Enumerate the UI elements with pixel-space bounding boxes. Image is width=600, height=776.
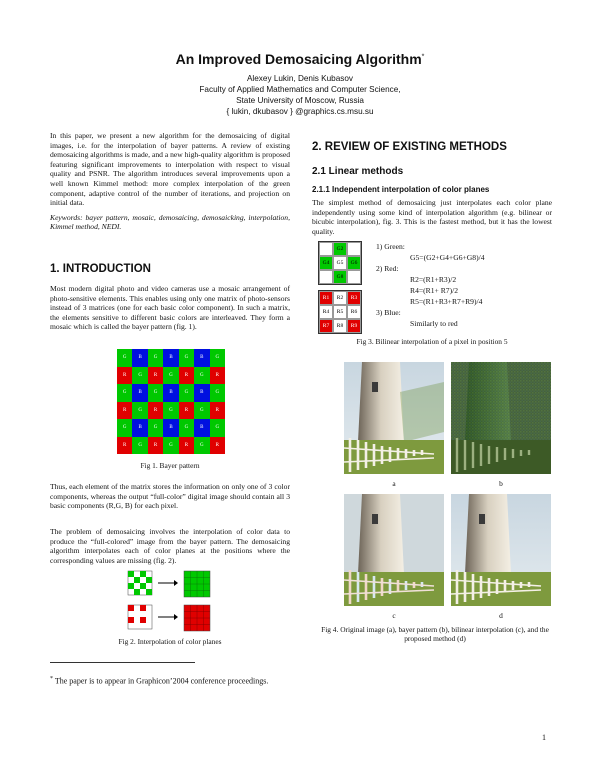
bayer-cell: G: [194, 402, 209, 420]
blue-label: 3) Blue:: [376, 308, 401, 317]
footnote-mark: *: [50, 676, 53, 682]
bayer-cell: G: [163, 367, 178, 385]
page-number: 1: [542, 733, 546, 742]
photo-proposed: [451, 494, 551, 606]
independent-interp-heading: 2.1.1 Independent interpolation of color planes: [312, 185, 490, 194]
footnote: [50, 676, 268, 686]
bayer-cell: R: [179, 402, 194, 420]
color-plane-interpolation-figure: [122, 569, 222, 635]
bayer-cell: R: [210, 367, 225, 385]
red-grid-cell: R7: [319, 319, 333, 333]
photo-label-b: b: [499, 479, 503, 488]
bayer-cell: B: [132, 349, 147, 367]
abstract-text: In this paper, we present a new algorithm for the demosaicing of digital images, i.e. for the interpolation of bayer patterns. A review of existing demosaicing algorithms is made, and a new high-quality algorithm is proposed featuring significant improvements to interpolation with respect to visual quality and PSNR. The algorithm introduces several improvements upon a well known Kimmel method: more complex interpolation of the green component, adaptive control of the number of iterations, and projection on initial data.: [50, 131, 290, 208]
green-neighborhood-grid: [318, 241, 362, 285]
bayer-cell: G: [179, 384, 194, 402]
red-equation-2: R4=(R1+ R7)/2: [410, 286, 459, 295]
red-grid-cell: R5: [333, 305, 347, 319]
fig1-caption: Fig 1. Bayer pattern: [140, 461, 200, 470]
photo-label-a: a: [392, 479, 396, 488]
fig2-caption: Fig 2. Interpolation of color planes: [118, 637, 222, 646]
bayer-cell: R: [179, 367, 194, 385]
bayer-cell: R: [210, 437, 225, 455]
bayer-cell: B: [132, 419, 147, 437]
red-grid-cell: R4: [319, 305, 333, 319]
author-email: { lukin, dkubasov } @graphics.cs.msu.su: [226, 107, 374, 116]
linear-methods-heading: 2.1 Linear methods: [312, 166, 404, 177]
red-neighborhood-grid: [318, 290, 362, 334]
bayer-cell: B: [163, 349, 178, 367]
bayer-cell: G: [132, 402, 147, 420]
bayer-cell: R: [117, 367, 132, 385]
green-grid-cell: [319, 242, 333, 256]
green-full-plane: [184, 571, 210, 597]
red-sparse-plane: [128, 605, 152, 629]
author-names: Alexey Lukin, Denis Kubasov: [246, 74, 354, 83]
keywords: Keywords: bayer pattern, mosaic, demosaicing, demosaicking, interpolation, Kimmel method, NEDI.: [50, 212, 290, 232]
bayer-cell: B: [194, 384, 209, 402]
blue-equation: Similarly to red: [410, 319, 458, 328]
bayer-cell: G: [132, 367, 147, 385]
red-full-plane: [184, 605, 210, 631]
red-grid-cell: R9: [347, 319, 361, 333]
footnote-text: The paper is to appear in Graphicon’2004 conference proceedings.: [54, 676, 269, 686]
bayer-cell: B: [132, 384, 147, 402]
bayer-cell: B: [194, 349, 209, 367]
paper-title: An Improved Demosaicing Algorithm*: [175, 51, 425, 67]
bayer-cell: G: [210, 349, 225, 367]
red-grid-cell: R8: [333, 319, 347, 333]
bayer-cell: G: [117, 384, 132, 402]
bayer-cell: G: [194, 367, 209, 385]
green-grid-cell: G2: [333, 242, 347, 256]
bayer-cell: G: [148, 419, 163, 437]
bayer-cell: G: [179, 419, 194, 437]
photo-bayer: [451, 362, 551, 474]
green-equation: G5=(G2+G4+G6+G8)/4: [410, 253, 485, 262]
green-grid-cell: [347, 270, 361, 284]
abstract: [50, 131, 290, 237]
bayer-pattern-figure: [117, 349, 225, 454]
bayer-cell: G: [179, 349, 194, 367]
review-p1: The simplest method of demosaicing just interpolates each color plane independently using some kind of interpolation algorithm (e.g. bilinear or bicubic interpolation), fig. 3. This is the fastest method, but it has the lowest quality.: [312, 198, 552, 236]
bayer-cell: R: [117, 437, 132, 455]
green-grid-cell: G6: [347, 256, 361, 270]
green-grid-cell: G8: [333, 270, 347, 284]
red-grid-cell: R3: [347, 291, 361, 305]
fig4-caption: Fig 4. Original image (a), bayer pattern (b), bilinear interpolation (c), and the proposed method (d): [321, 625, 549, 643]
red-grid-cell: R6: [347, 305, 361, 319]
bayer-cell: G: [148, 349, 163, 367]
bayer-cell: R: [148, 437, 163, 455]
green-grid-cell: G4: [319, 256, 333, 270]
bayer-cell: B: [163, 384, 178, 402]
bayer-cell: B: [163, 419, 178, 437]
bayer-cell: R: [148, 402, 163, 420]
title-footnote-mark: *: [421, 53, 425, 61]
fig3-caption: Fig 3. Bilinear interpolation of a pixel in position 5: [356, 337, 508, 346]
bayer-cell: B: [194, 419, 209, 437]
bayer-cell: G: [210, 419, 225, 437]
bayer-cell: R: [117, 402, 132, 420]
author-block: [0, 73, 600, 117]
red-equation-1: R2=(R1+R3)/2: [410, 275, 457, 284]
author-university: State University of Moscow, Russia: [236, 96, 364, 105]
bayer-cell: R: [179, 437, 194, 455]
red-label: 2) Red:: [376, 264, 399, 273]
bayer-cell: G: [163, 402, 178, 420]
intro-p3: The problem of demosaicing involves the interpolation of color data to produce the “full-colored” image from the bayer pattern. The demosaicing algorithm interpolates each of color planes at the positions where the corresponding values are missing (fig. 2).: [50, 527, 290, 565]
green-grid-cell: [347, 242, 361, 256]
intro-p1: Most modern digital photo and video cameras use a mosaic arrangement of photo-sensitive elements. This enables using only one matrix of photo-sensors instead of 3 matrices (one for each basic color component). In such a matrix, the elements sensitive to different basic colors are interleaved. They form a mosaic which is called the bayer pattern (fig. 1).: [50, 284, 290, 332]
photo-label-d: d: [499, 611, 503, 620]
green-grid-cell: G5: [333, 256, 347, 270]
intro-heading: 1. INTRODUCTION: [50, 263, 151, 275]
bilinear-formulas: [376, 241, 556, 329]
photo-original: [344, 362, 444, 474]
bayer-cell: G: [148, 384, 163, 402]
bayer-cell: G: [117, 349, 132, 367]
bayer-cell: G: [163, 437, 178, 455]
red-grid-cell: R1: [319, 291, 333, 305]
bayer-cell: R: [210, 402, 225, 420]
bayer-cell: G: [132, 437, 147, 455]
photo-bilinear: [344, 494, 444, 606]
review-heading: 2. REVIEW OF EXISTING METHODS: [312, 141, 507, 153]
bayer-cell: R: [148, 367, 163, 385]
author-faculty: Faculty of Applied Mathematics and Computer Science,: [199, 85, 401, 94]
red-grid-cell: R2: [333, 291, 347, 305]
intro-p2: Thus, each element of the matrix stores the information on only one of 3 color components, whereas the output “full-color” digital image should contain all 3 basic components (R,G, B) for each pixel.: [50, 482, 290, 511]
footnote-rule: [50, 662, 195, 663]
photo-label-c: c: [392, 611, 396, 620]
green-grid-cell: [319, 270, 333, 284]
bayer-cell: G: [194, 437, 209, 455]
green-sparse-plane: [128, 571, 152, 595]
green-label: 1) Green:: [376, 242, 405, 251]
bayer-cell: G: [117, 419, 132, 437]
bayer-cell: G: [210, 384, 225, 402]
red-equation-3: R5=(R1+R3+R7+R9)/4: [410, 297, 483, 306]
